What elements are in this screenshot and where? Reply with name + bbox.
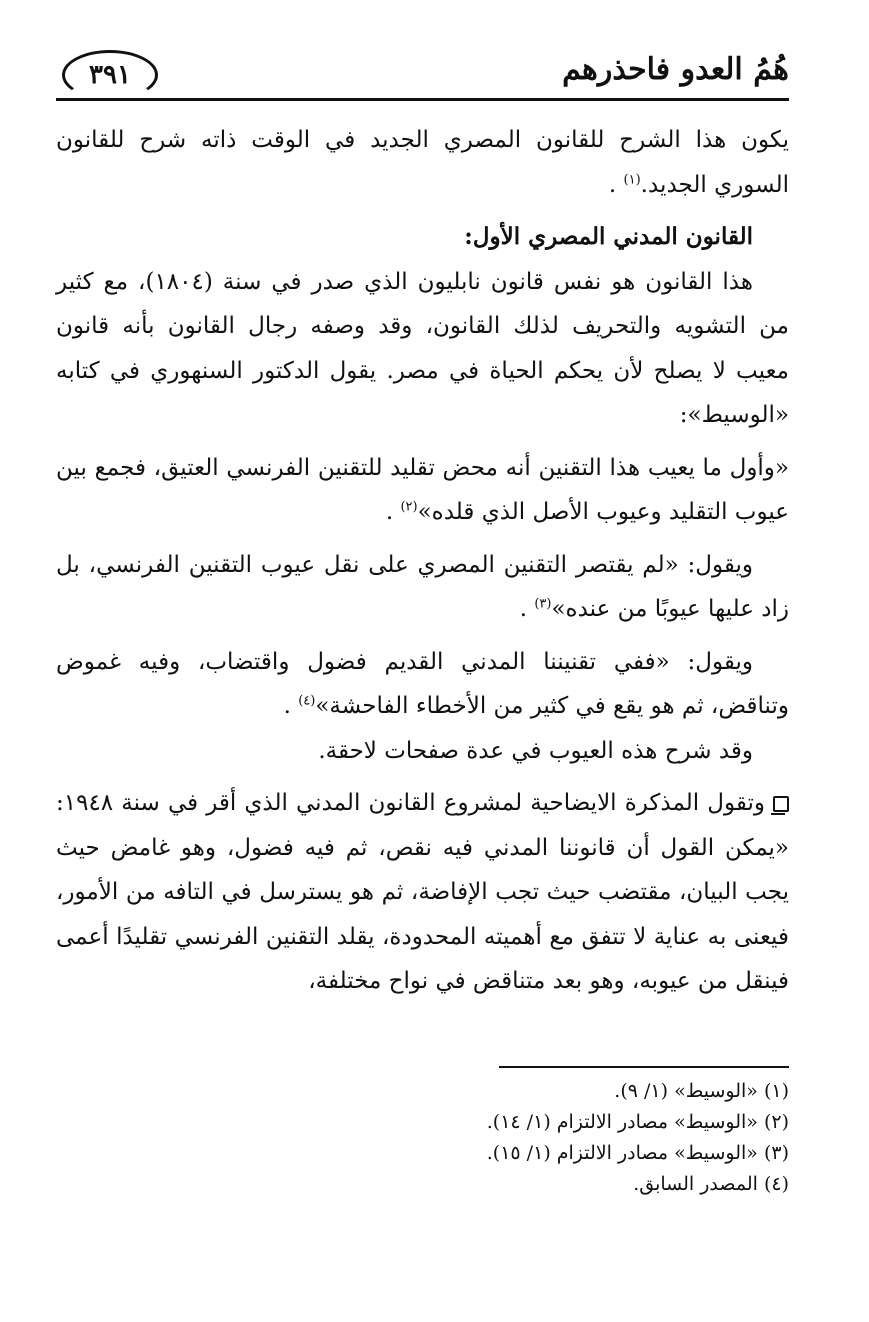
footnote-item: (١) «الوسيط» (١/ ٩).	[614, 1080, 789, 1102]
paragraph	[56, 781, 789, 1004]
quote-paragraph	[56, 640, 789, 729]
paragraph: هذا القانون هو نفس قانون نابليون الذي صدر في سنة (١٨٠٤)، مع كثير من التشويه والتحريف لذلك القانون، وقد وصفه رجال القانون بأنه قانون معيب لا يصلح لأن يحكم الحياة في مصر. يقول الدكتور السنهوري في كتابه «الوسيط»:	[56, 268, 789, 428]
footnote-divider	[499, 1066, 789, 1068]
quote-paragraph	[56, 543, 789, 632]
paragraph-end: .	[283, 693, 299, 719]
paragraph: وقد شرح هذه العيوب في عدة صفحات لاحقة.	[318, 737, 753, 764]
paragraph	[56, 118, 789, 207]
footnotes	[56, 1076, 789, 1200]
square-bullet-icon	[773, 796, 789, 812]
body-text	[56, 118, 789, 1004]
page-number: ٣٩١	[62, 50, 158, 100]
footnote-ref: (٢)	[400, 499, 418, 515]
footnote-item: (٤) المصدر السابق.	[633, 1173, 789, 1195]
paragraph-end: .	[519, 596, 535, 622]
running-title: هُمُ العدو فاحذرهم	[562, 52, 789, 87]
footnote-item: (٢) «الوسيط» مصادر الالتزام (١/ ١٤).	[486, 1111, 789, 1133]
quote-text: «وأول ما يعيب هذا التقنين أنه محض تقليد للتقنين الفرنسي العتيق، فجمع بين عيوب التقليد وعيوب الأصل الذي قلده»	[56, 454, 789, 525]
paragraph-end: .	[608, 171, 624, 198]
section-heading: القانون المدني المصري الأول:	[464, 223, 753, 250]
paragraph-text: وتقول المذكرة الايضاحية لمشروع القانون المدني الذي أقر في سنة ١٩٤٨: «يمكن القول أن قانوننا المدني فيه نقص، ثم فيه فضول، وهو غامض حيث يجب البيان، مقتضب حيث تجب الإفاضة، ثم هو يسترسل في التافه من الأمور، فيعنى به عناية لا تتفق مع أهميته المحدودة، يقلد التقنين الفرنسي تقليدًا أعمى فينقل من عيوبه، وهو بعد متناقض في نواح مختلفة،	[56, 790, 789, 994]
footnote-item: (٣) «الوسيط» مصادر الالتزام (١/ ١٥).	[486, 1142, 789, 1164]
running-header	[56, 40, 789, 101]
footnote-ref: (٣)	[534, 596, 552, 612]
quote-text: ويقول: «لم يقتصر التقنين المصري على نقل عيوب التقنين الفرنسي، بل زاد عليها عيوبًا من عنده»	[56, 551, 789, 622]
quote-text: ويقول: «ففي تقنيننا المدني القديم فضول واقتضاب، وفيه غموض وتناقض، ثم هو يقع في كثير من الأخطاء الفاحشة»	[56, 648, 789, 719]
paragraph-end: .	[385, 499, 401, 525]
quote-paragraph	[56, 446, 789, 535]
footnote-ref: (٤)	[298, 693, 316, 709]
footnote-ref: (١)	[623, 171, 641, 187]
paragraph-text: يكون هذا الشرح للقانون المصري الجديد في الوقت ذاته شرح للقانون السوري الجديد.	[56, 127, 789, 198]
